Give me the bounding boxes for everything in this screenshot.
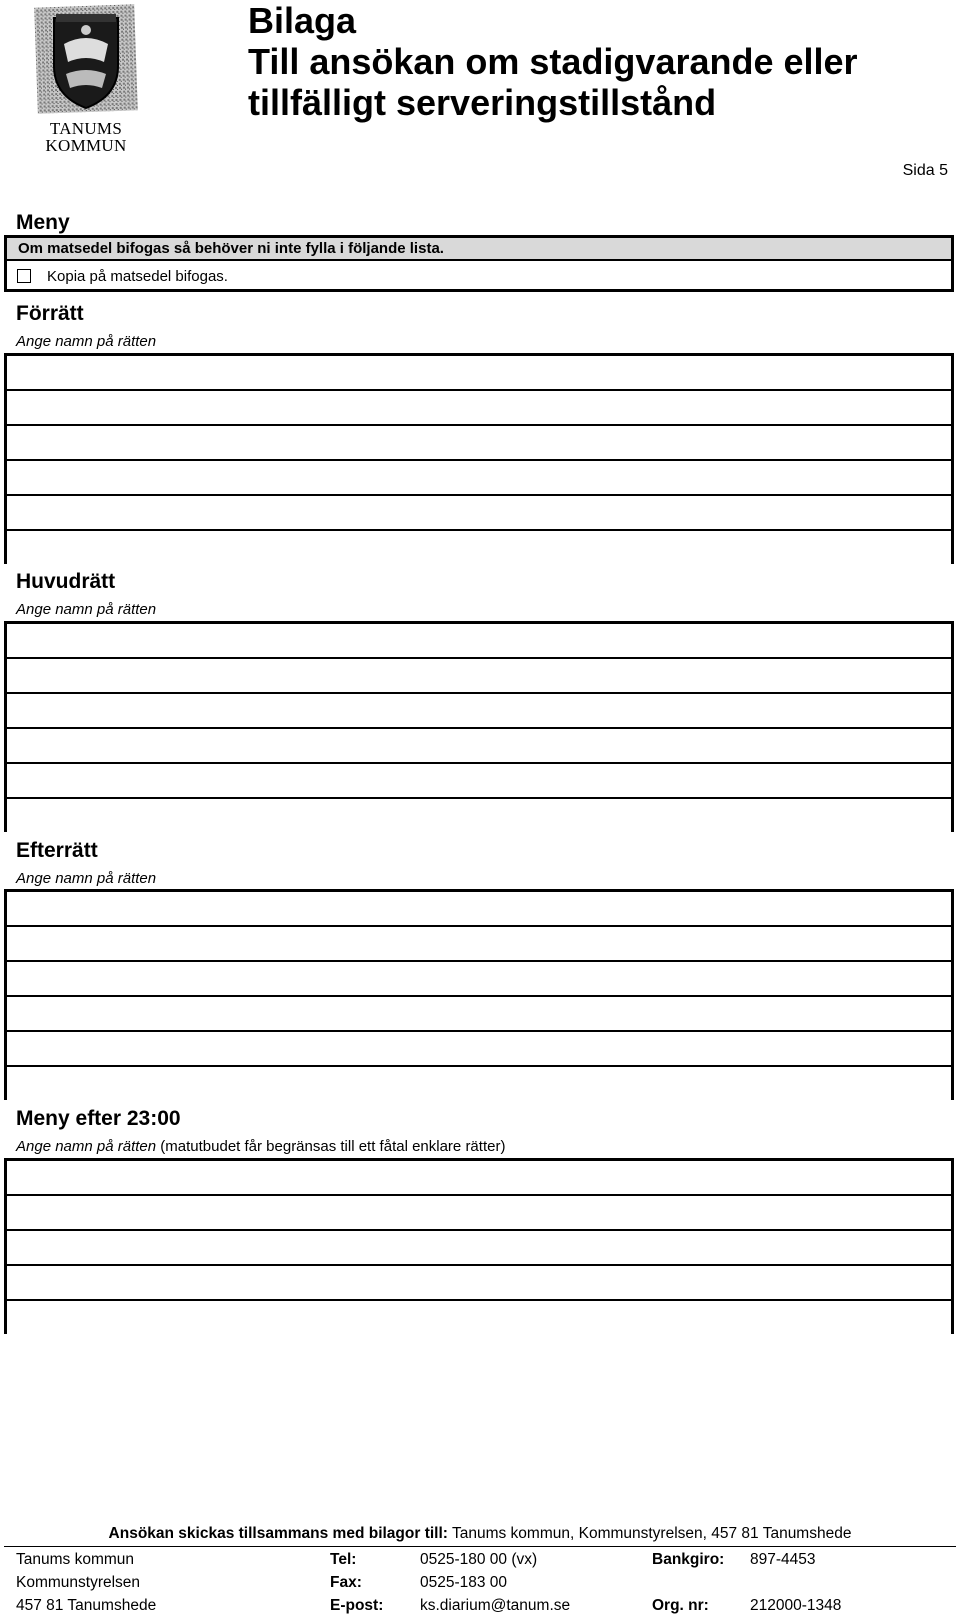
efterratt-instruction	[16, 870, 156, 888]
efterratt-line-2[interactable]	[7, 927, 951, 962]
submit-note	[0, 1525, 960, 1543]
efterratt-line-1[interactable]	[7, 892, 951, 927]
meny-box	[4, 235, 954, 292]
title-line-1: Bilaga	[248, 0, 357, 41]
footer-row-1	[0, 1549, 960, 1571]
footer-tel-label: Tel:	[330, 1551, 357, 1568]
meny-heading: Meny	[16, 211, 70, 234]
huvudratt-line-5[interactable]	[7, 764, 951, 799]
forratt-line-3[interactable]	[7, 426, 951, 461]
footer-orgnr-value: 212000-1348	[750, 1597, 842, 1614]
huvudratt-instruction-text: Ange namn på rätten	[16, 601, 157, 618]
late-menu-heading: Meny efter 23:00	[16, 1107, 181, 1130]
forratt-line-1[interactable]	[7, 356, 951, 391]
footer-org-name: Tanums kommun	[16, 1551, 135, 1568]
efterratt-instruction-text: Ange namn på rätten	[16, 870, 157, 887]
efterratt-heading: Efterrätt	[16, 839, 98, 862]
logo-text-kommun: KOMMUN	[45, 136, 127, 155]
matsedel-checkbox-row[interactable]	[7, 261, 951, 291]
footer-divider	[4, 1546, 956, 1547]
huvudratt-line-2[interactable]	[7, 659, 951, 694]
huvudratt-heading: Huvudrätt	[16, 570, 116, 593]
coat-of-arms-icon	[34, 4, 138, 116]
efterratt-line-6[interactable]	[7, 1067, 951, 1102]
footer-dept: Kommunstyrelsen	[16, 1574, 141, 1591]
footer-orgnr-label: Org. nr:	[652, 1597, 709, 1614]
forratt-line-5[interactable]	[7, 496, 951, 531]
huvudratt-line-3[interactable]	[7, 694, 951, 729]
submit-address: Tanums kommun, Kommunstyrelsen, 457 81 Tanumshede	[447, 1525, 852, 1542]
late-menu-lines	[4, 1158, 954, 1334]
title-line-2: Till ansökan om stadigvarande eller	[248, 41, 858, 82]
footer-row-3	[0, 1595, 960, 1617]
late-menu-instruction-extra: (matutbudet får begränsas till ett fåtal enklare rätter)	[156, 1138, 506, 1155]
title-line-3: tillfälligt serveringstillstånd	[248, 82, 717, 123]
footer-bankgiro-label: Bankgiro:	[652, 1551, 725, 1568]
efterratt-line-3[interactable]	[7, 962, 951, 997]
late-menu-instruction	[16, 1138, 505, 1156]
submit-label: Ansökan skickas tillsammans med bilagor till:	[108, 1525, 448, 1542]
footer-fax-value: 0525-183 00	[420, 1574, 508, 1591]
efterratt-line-4[interactable]	[7, 997, 951, 1032]
page-title	[248, 0, 858, 123]
matsedel-checkbox-label: Kopia på matsedel bifogas.	[47, 267, 228, 285]
late-menu-line-4[interactable]	[7, 1266, 951, 1301]
municipality-logo	[34, 4, 138, 155]
efterratt-lines	[4, 889, 954, 1100]
meny-note: Om matsedel bifogas så behöver ni inte fylla i följande lista.	[7, 238, 951, 261]
forratt-line-2[interactable]	[7, 391, 951, 426]
forratt-instruction-text: Ange namn på rätten	[16, 333, 157, 350]
forratt-line-6[interactable]	[7, 531, 951, 566]
footer-postal-address: 457 81 Tanumshede	[16, 1597, 157, 1614]
late-menu-instruction-text: Ange namn på rätten	[16, 1138, 157, 1155]
huvudratt-line-4[interactable]	[7, 729, 951, 764]
matsedel-checkbox[interactable]	[17, 269, 31, 283]
page-number: Sida 5	[902, 162, 948, 179]
late-menu-line-5[interactable]	[7, 1301, 951, 1336]
footer-email-value[interactable]: ks.diarium@tanum.se	[420, 1597, 571, 1614]
forratt-heading: Förrätt	[16, 302, 84, 325]
huvudratt-instruction	[16, 601, 156, 619]
late-menu-line-2[interactable]	[7, 1196, 951, 1231]
footer-fax-label: Fax:	[330, 1574, 362, 1591]
huvudratt-line-1[interactable]	[7, 624, 951, 659]
huvudratt-line-6[interactable]	[7, 799, 951, 834]
efterratt-line-5[interactable]	[7, 1032, 951, 1067]
forratt-instruction	[16, 333, 156, 351]
logo-text-tanums: TANUMS	[49, 119, 123, 138]
huvudratt-lines	[4, 621, 954, 832]
late-menu-line-3[interactable]	[7, 1231, 951, 1266]
footer-bankgiro-value: 897-4453	[750, 1551, 816, 1568]
forratt-lines	[4, 353, 954, 564]
footer-row-2	[0, 1572, 960, 1594]
late-menu-line-1[interactable]	[7, 1161, 951, 1196]
forratt-line-4[interactable]	[7, 461, 951, 496]
footer-tel-value: 0525-180 00 (vx)	[420, 1551, 538, 1568]
footer-email-label: E-post:	[330, 1597, 384, 1614]
